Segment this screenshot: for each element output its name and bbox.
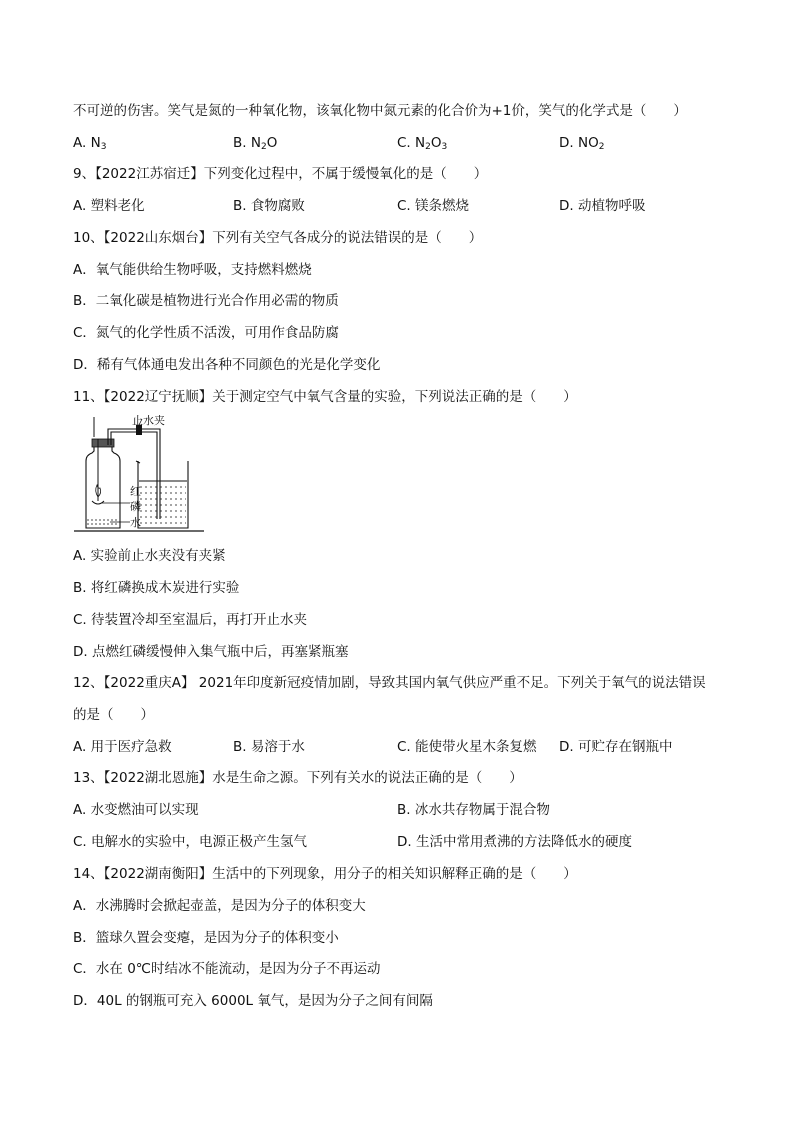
q9-option-d: D. 动植物呼吸 <box>559 198 646 214</box>
label-stop-clamp: 止水夹 <box>132 415 165 427</box>
q14-option-a: A．水沸腾时会掀起壶盖，是因为分子的体积变大 <box>73 898 366 914</box>
q8-option-c: C. $N_2O_3$ <box>397 135 448 152</box>
q9-stem: 9、【2022江苏宿迁】下列变化过程中，不属于缓慢氧化的是（ ） <box>73 166 488 182</box>
q8-stem-end: 不可逆的伤害。笑气是氮的一种氧化物，该氧化物中氮元素的化合价为+1价，笑气的化学式是（ ） <box>73 103 687 119</box>
q8-option-d: D. $NO_2$ <box>559 135 605 152</box>
q8-option-b: B. $N_2O$ <box>233 135 278 152</box>
q9-option-b: B. 食物腐败 <box>233 198 305 214</box>
q13-option-c: C. 电解水的实验中，电源正极产生氢气 <box>73 834 308 850</box>
q11-option-d: D. 点燃红磷缓慢伸入集气瓶中后，再塞紧瓶塞 <box>73 644 349 660</box>
q12-stem-line-1: 12、【2022重庆A】 2021年印度新冠疫情加剧，导致其国内氧气供应严重不足。下列关于氧气的说法错误 <box>73 675 706 691</box>
q9-option-c: C. 镁条燃烧 <box>397 198 470 214</box>
q10-option-b: B．二氧化碳是植物进行光合作用必需的物质 <box>73 293 339 309</box>
q13-option-d: D. 生活中常用煮沸的方法降低水的硬度 <box>397 834 632 850</box>
label-red-phosphorus-2: 磷 <box>130 500 141 513</box>
q13-option-a: A. 水变燃油可以实现 <box>73 802 199 818</box>
label-water: 水 <box>130 516 141 529</box>
q12-stem-line-2: 的是（ ） <box>73 707 154 723</box>
q9-option-a: A. 塑料老化 <box>73 198 145 214</box>
q11-option-b: B. 将红磷换成木炭进行实验 <box>73 580 240 596</box>
q10-stem: 10、【2022山东烟台】下列有关空气各成分的说法错误的是（ ） <box>73 230 483 246</box>
label-red-phosphorus-1: 红 <box>130 485 141 498</box>
q12-option-a: A. 用于医疗急救 <box>73 739 172 755</box>
q11-stem: 11、【2022辽宁抚顺】关于测定空气中氧气含量的实验，下列说法正确的是（ ） <box>73 389 577 405</box>
q10-option-d: D．稀有气体通电发出各种不同颜色的光是化学变化 <box>73 357 381 373</box>
oxygen-content-apparatus-diagram <box>70 415 220 535</box>
q11-option-c: C. 待装置冷却至室温后，再打开止水夹 <box>73 612 308 628</box>
q10-option-c: C．氮气的化学性质不活泼，可用作食品防腐 <box>73 325 339 341</box>
q14-stem: 14、【2022湖南衡阳】生活中的下列现象，用分子的相关知识解释正确的是（ ） <box>73 866 577 882</box>
q14-option-d: D．40L 的钢瓶可充入 6000L 氧气，是因为分子之间有间隔 <box>73 993 433 1009</box>
q10-option-a: A．氧气能供给生物呼吸，支持燃料燃烧 <box>73 262 312 278</box>
q8-option-a: A. $N_3$ <box>73 135 107 152</box>
q12-option-d: D. 可贮存在钢瓶中 <box>559 739 673 755</box>
q12-option-c: C. 能使带火星木条复燃 <box>397 739 537 755</box>
q14-option-b: B．篮球久置会变瘪，是因为分子的体积变小 <box>73 930 339 946</box>
q12-option-b: B. 易溶于水 <box>233 739 305 755</box>
q11-option-a: A. 实验前止水夹没有夹紧 <box>73 548 226 564</box>
q13-stem: 13、【2022湖北恩施】水是生命之源。下列有关水的说法正确的是（ ） <box>73 770 523 786</box>
q14-option-c: C．水在 0℃时结冰不能流动，是因为分子不再运动 <box>73 961 381 977</box>
q13-option-b: B. 冰水共存物属于混合物 <box>397 802 550 818</box>
